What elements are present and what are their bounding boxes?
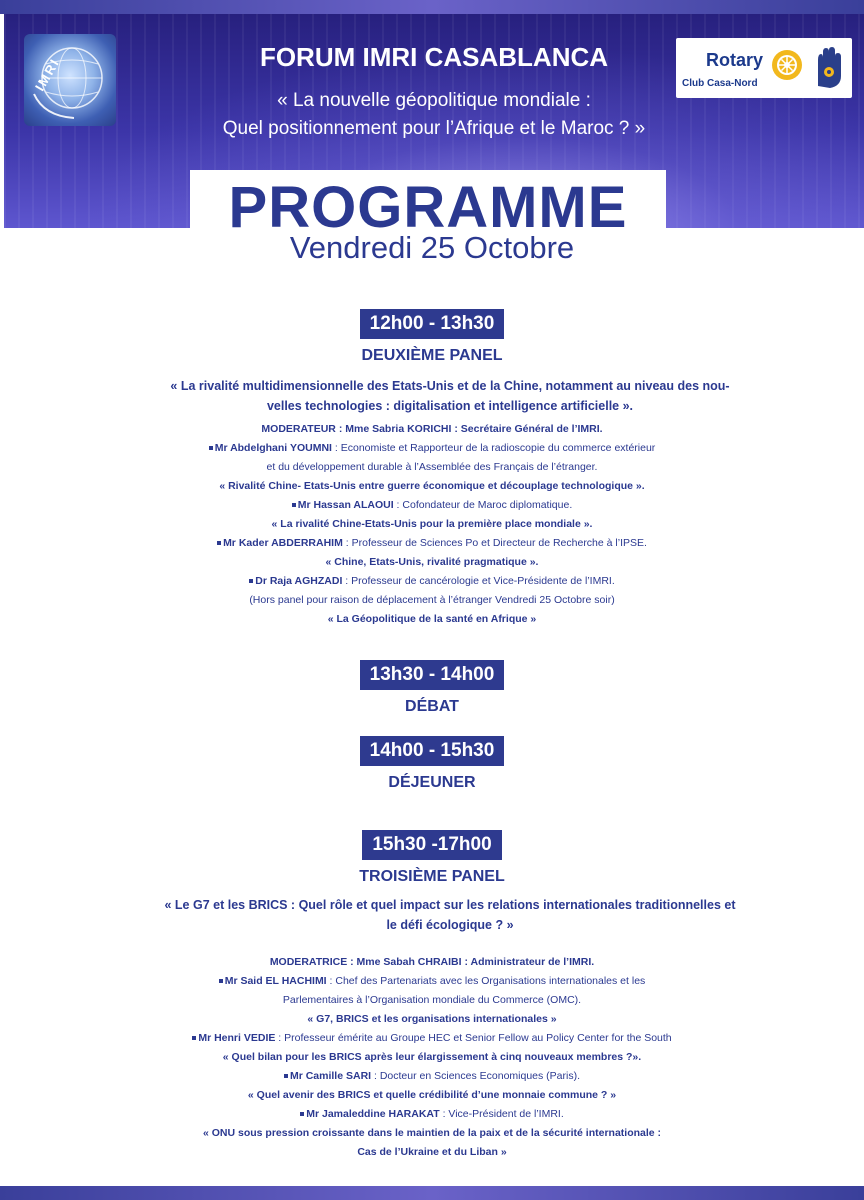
moderator-name: : Mme Sabah CHRAIBI : Administrateur de l’IMRI. bbox=[347, 956, 595, 968]
speaker-line bbox=[0, 534, 864, 553]
speaker-line bbox=[0, 1105, 864, 1124]
theme-line: « La rivalité multidimensionnelle des Etats-Unis et de la Chine, notamment au niveau des nou- bbox=[170, 379, 730, 393]
theme-line: le défi écologique ? » bbox=[386, 918, 514, 932]
theme-line: « Le G7 et les BRICS : Quel rôle et quel impact sur les relations internationales traditionnelles et bbox=[164, 898, 736, 912]
slot-title: DEUXIÈME PANEL bbox=[361, 347, 503, 364]
header-banner bbox=[4, 14, 864, 228]
programme-title: PROGRAMME bbox=[228, 175, 628, 228]
schedule-slot-4 bbox=[0, 830, 864, 886]
speaker-description-cont: et du développement durable à l’Assemblée des Français de l’étranger. bbox=[266, 461, 598, 473]
panel-speakers bbox=[0, 420, 864, 629]
hamsa-icon bbox=[810, 46, 846, 90]
speaker-name: Mr Jamaleddine HARAKAT bbox=[306, 1108, 440, 1120]
slot-title: DÉBAT bbox=[405, 698, 459, 715]
schedule-slot-2 bbox=[0, 660, 864, 716]
forum-subtitle-line2: Quel positionnement pour l’Afrique et le Maroc ? » bbox=[222, 118, 646, 139]
speaker-description: : Economiste et Rapporteur de la radioscopie du commerce extérieur bbox=[331, 442, 656, 454]
theme-line: velles technologies : digitalisation et intelligence artificielle ». bbox=[266, 399, 634, 413]
speaker-line bbox=[0, 972, 864, 991]
slot-title: TROISIÈME PANEL bbox=[359, 868, 505, 885]
time-badge: 13h30 - 14h00 bbox=[360, 660, 505, 690]
speaker-topic: « Quel avenir des BRICS et quelle crédibilité d’une monnaie commune ? » bbox=[247, 1089, 617, 1101]
time-badge: 14h00 - 15h30 bbox=[360, 736, 505, 766]
speaker-topic: « La Géopolitique de la santé en Afrique » bbox=[327, 613, 537, 625]
speaker-description-cont: Parlementaires à l’Organisation mondiale du Commerce (OMC). bbox=[282, 994, 582, 1006]
speaker-description: : Professeur de Sciences Po et Directeur de Recherche à l’IPSE. bbox=[342, 537, 647, 549]
speaker-line bbox=[0, 572, 864, 591]
panel-theme bbox=[160, 376, 740, 416]
panel-speakers bbox=[0, 953, 864, 1162]
rotary-logo bbox=[676, 38, 852, 98]
speaker-name: Mr Hassan ALAOUI bbox=[297, 499, 394, 511]
speaker-name: Mr Camille SARI bbox=[289, 1070, 372, 1082]
speaker-description: : Cofondateur de Maroc diplomatique. bbox=[393, 499, 573, 511]
bullet-icon bbox=[292, 503, 296, 507]
speaker-topic: « G7, BRICS et les organisations internationales » bbox=[307, 1013, 557, 1025]
speaker-description: : Docteur en Sciences Economiques (Paris). bbox=[371, 1070, 581, 1082]
speaker-topic: « ONU sous pression croissante dans le maintien de la paix et de la sécurité internationale : bbox=[202, 1127, 662, 1139]
speaker-description: : Professeur de cancérologie et Vice-Présidente de l’IMRI. bbox=[342, 575, 615, 587]
speaker-topic-cont: Cas de l’Ukraine et du Liban » bbox=[357, 1146, 507, 1158]
speaker-description: : Vice-Président de l’IMRI. bbox=[439, 1108, 564, 1120]
bullet-icon bbox=[284, 1074, 288, 1078]
moderator-line bbox=[0, 420, 864, 439]
speaker-name: Mr Abdelghani YOUMNI bbox=[214, 442, 332, 454]
forum-title: FORUM IMRI CASABLANCA bbox=[259, 42, 609, 72]
time-badge: 12h00 - 13h30 bbox=[360, 309, 505, 339]
rotary-wheel-icon bbox=[770, 48, 804, 82]
moderator-role: MODERATEUR bbox=[261, 423, 336, 435]
moderator-line bbox=[0, 953, 864, 972]
slot-title: DÉJEUNER bbox=[388, 774, 476, 791]
bullet-icon bbox=[300, 1112, 304, 1116]
programme-title-box bbox=[190, 170, 666, 228]
schedule-slot-3 bbox=[0, 736, 864, 792]
speaker-line bbox=[0, 1029, 864, 1048]
speaker-description: : Chef des Partenariats avec les Organisations internationales et les bbox=[326, 975, 646, 987]
speaker-description: : Professeur émérite au Groupe HEC et Senior Fellow au Policy Center for the South bbox=[275, 1032, 672, 1044]
speaker-name: Dr Raja AGHZADI bbox=[255, 575, 343, 587]
forum-subtitle-line1: « La nouvelle géopolitique mondiale : bbox=[277, 90, 591, 111]
speaker-topic: « Quel bilan pour les BRICS après leur élargissement à cinq nouveaux membres ?». bbox=[222, 1051, 642, 1063]
speaker-topic: « Rivalité Chine- Etats-Unis entre guerre économique et découplage technologique ». bbox=[219, 480, 645, 492]
top-border-strip bbox=[0, 0, 864, 14]
panel-theme bbox=[150, 895, 750, 935]
moderator-name: : Mme Sabria KORICHI : Secrétaire Général de l’IMRI. bbox=[335, 423, 603, 435]
logo-text: IMRI bbox=[32, 55, 63, 94]
time-badge: 15h30 -17h00 bbox=[362, 830, 501, 860]
speaker-line bbox=[0, 439, 864, 458]
rotary-word: Rotary bbox=[706, 50, 764, 70]
speaker-name: Mr Kader ABDERRAHIM bbox=[223, 537, 343, 549]
speaker-topic: « La rivalité Chine-Etats-Unis pour la première place mondiale ». bbox=[271, 518, 593, 530]
speaker-name: Mr Said EL HACHIMI bbox=[224, 975, 327, 987]
schedule-slot-1 bbox=[0, 309, 864, 365]
bullet-icon bbox=[249, 579, 253, 583]
speaker-line bbox=[0, 496, 864, 515]
speaker-line bbox=[0, 1067, 864, 1086]
rotary-club-name: Club Casa-Nord bbox=[682, 78, 758, 89]
moderator-role: MODERATRICE bbox=[269, 956, 348, 968]
programme-date: Vendredi 25 Octobre bbox=[289, 230, 575, 265]
speaker-name: Mr Henri VEDIE bbox=[198, 1032, 276, 1044]
speaker-topic: « Chine, Etats-Unis, rivalité pragmatique ». bbox=[325, 556, 539, 568]
bullet-icon bbox=[219, 979, 223, 983]
bullet-icon bbox=[209, 446, 213, 450]
bullet-icon bbox=[217, 541, 221, 545]
speaker-note: (Hors panel pour raison de déplacement à l’étranger Vendredi 25 Octobre soir) bbox=[249, 594, 615, 606]
bottom-border-strip bbox=[0, 1186, 864, 1200]
bullet-icon bbox=[192, 1036, 196, 1040]
